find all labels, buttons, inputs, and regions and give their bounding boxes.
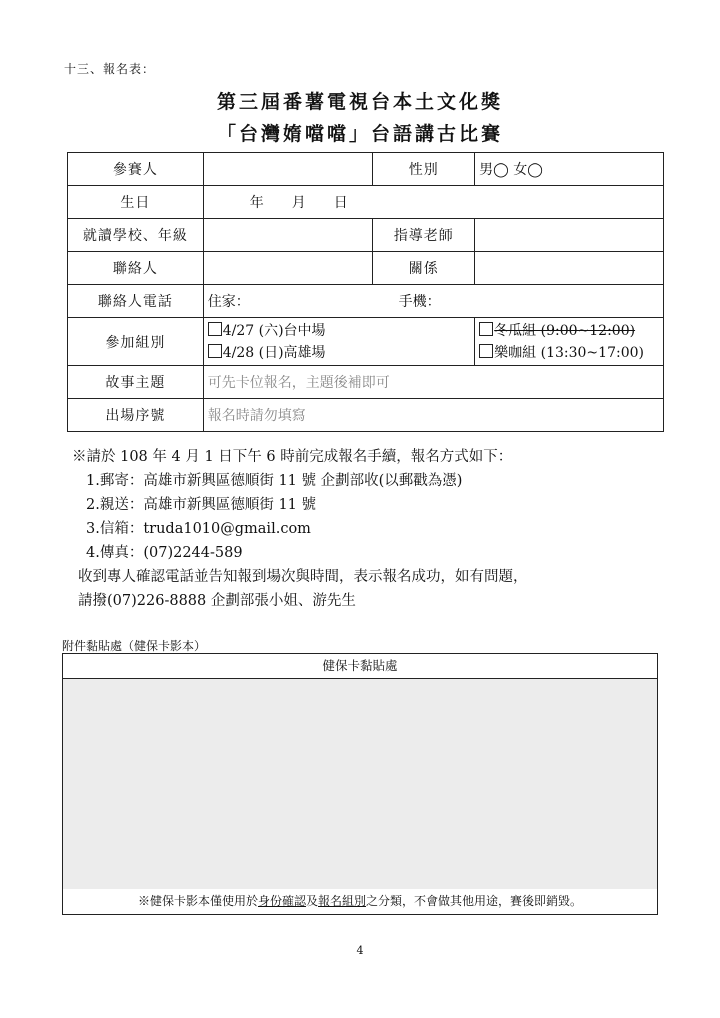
participant-field[interactable]	[203, 153, 373, 186]
group-option-kaohsiung[interactable]: 4/28 (日)高雄場	[208, 342, 470, 364]
row-group	[68, 318, 664, 366]
registration-notes	[72, 445, 672, 613]
gender-options[interactable]: 男◯ 女◯	[475, 153, 664, 186]
contact-field[interactable]	[203, 252, 373, 285]
group-option-taichung[interactable]: 4/27 (六)台中場	[208, 320, 470, 342]
teacher-label: 指導老師	[373, 219, 475, 252]
group-label: 參加組別	[68, 318, 204, 366]
school-field[interactable]	[203, 219, 373, 252]
attachment-box	[62, 653, 658, 915]
attachment-label: 附件黏貼處（健保卡影本）	[62, 639, 207, 653]
birthday-label: 生日	[68, 186, 204, 219]
row-order	[68, 399, 664, 432]
phone-mobile-label: 手機：	[398, 294, 441, 310]
notes-item-email: 3.信箱：truda1010@gmail.com	[86, 521, 311, 537]
document-title: 第三屆番薯電視台本土文化獎	[216, 91, 503, 113]
teacher-field[interactable]	[475, 219, 664, 252]
row-phone	[68, 285, 664, 318]
page-number: 4	[356, 944, 364, 957]
registration-form-table	[67, 152, 664, 432]
group-option-lok-ka[interactable]: 樂咖組 (13:30~17:00)	[479, 342, 659, 364]
checkbox[interactable]	[208, 322, 222, 336]
group-venue-cell	[203, 318, 474, 366]
school-label: 就讀學校、年級	[68, 219, 204, 252]
row-story	[68, 366, 664, 399]
notes-item-fax: 4.傳真：(07)2244-589	[86, 545, 243, 561]
attachment-paste-area	[63, 679, 657, 889]
group-age-cell	[475, 318, 664, 366]
checkbox[interactable]	[479, 322, 493, 336]
phone-label: 聯絡人電話	[68, 285, 204, 318]
row-contact	[68, 252, 664, 285]
phone-home-label: 住家：	[207, 294, 250, 310]
phone-field[interactable]	[203, 285, 663, 318]
notes-contact: 請撥(07)226-8888 企劃部張小姐、游先生	[78, 593, 356, 609]
story-label: 故事主題	[68, 366, 204, 399]
relation-label: 關係	[373, 252, 475, 285]
participant-label: 參賽人	[68, 153, 204, 186]
relation-field[interactable]	[475, 252, 664, 285]
story-field[interactable]: 可先卡位報名，主題後補即可	[203, 366, 663, 399]
order-label: 出場序號	[68, 399, 204, 432]
row-birthday	[68, 186, 664, 219]
notes-item-deliver: 2.親送：高雄市新興區德順街 11 號	[86, 497, 317, 513]
birthday-units: 年 月 日	[249, 195, 348, 211]
attachment-note: ※健保卡影本僅使用於身份確認及報名組別之分類，不會做其他用途，賽後即銷毀。	[137, 894, 583, 908]
row-participant	[68, 153, 664, 186]
notes-intro: ※請於 108 年 4 月 1 日下午 6 時前完成報名手續，報名方式如下：	[72, 449, 513, 465]
checkbox[interactable]	[208, 344, 222, 358]
row-school	[68, 219, 664, 252]
order-field[interactable]: 報名時請勿填寫	[203, 399, 663, 432]
section-label: 十三、報名表：	[64, 62, 156, 76]
attachment-header: 健保卡黏貼處	[63, 654, 657, 679]
notes-item-mail: 1.郵寄：高雄市新興區德順街 11 號 企劃部收(以郵戳為憑)	[86, 473, 463, 489]
checkbox[interactable]	[479, 344, 493, 358]
gender-label: 性別	[373, 153, 475, 186]
document-subtitle: 「台灣媠噹噹」台語講古比賽	[216, 123, 503, 145]
notes-confirm: 收到專人確認電話並告知報到場次與時間，表示報名成功，如有問題，	[78, 569, 528, 585]
group-option-winter-melon[interactable]: 冬瓜組 (9:00~12:00)	[479, 320, 659, 342]
contact-label: 聯絡人	[68, 252, 204, 285]
birthday-field[interactable]	[203, 186, 663, 219]
